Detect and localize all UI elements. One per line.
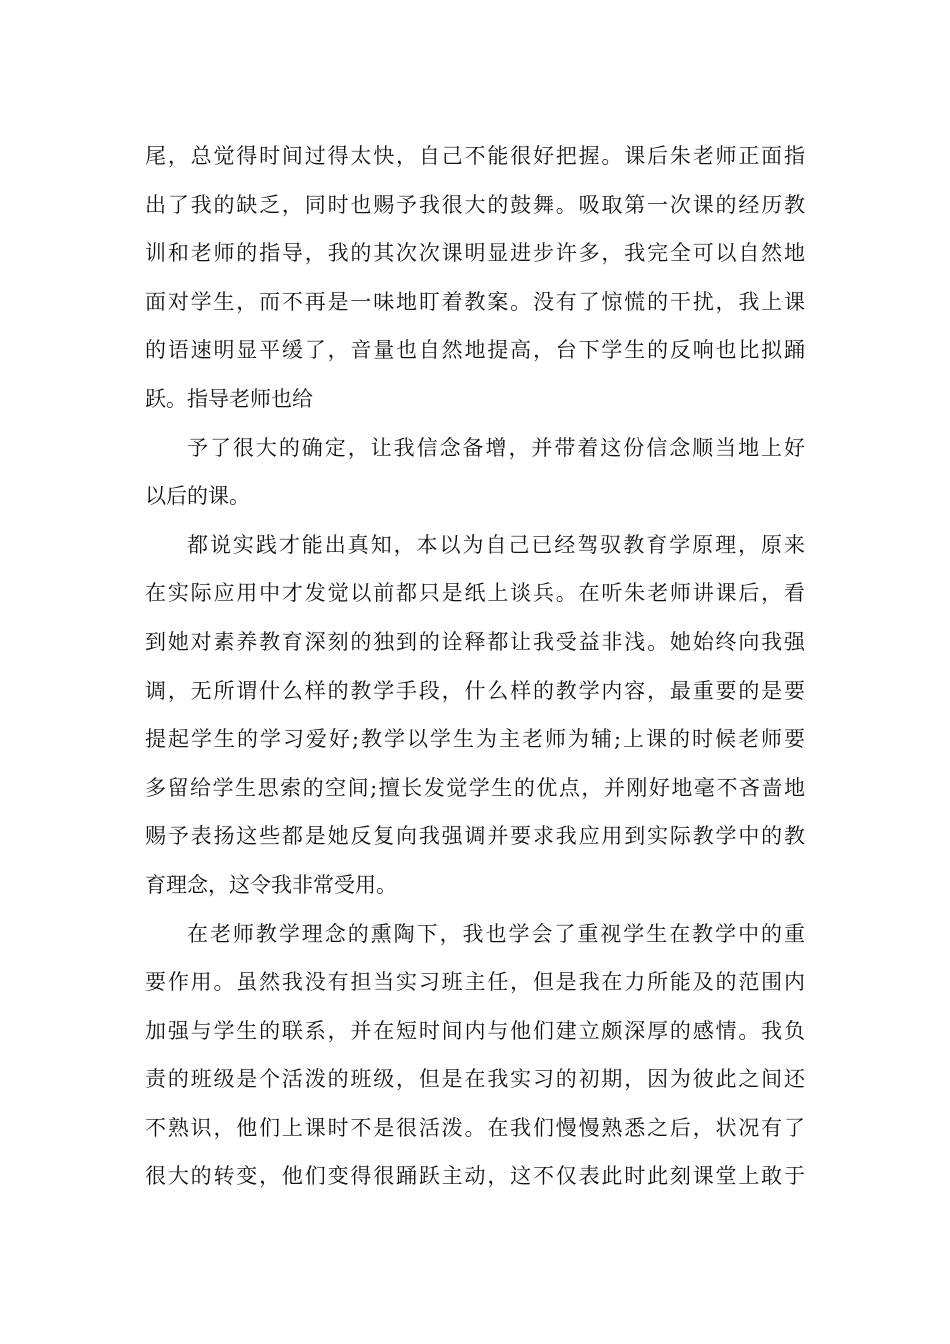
text-line: 到她对素养教育深刻的独到的诠释都让我受益非浅。她始终向我强 xyxy=(145,629,805,654)
text-line: 在实际应用中才发觉以前都只是纸上谈兵。在听朱老师讲课后，看 xyxy=(145,581,805,606)
text-line: 出了我的缺乏，同时也赐予我很大的鼓舞。吸取第一次课的经历教 xyxy=(145,192,805,217)
text-line: 调，无所谓什么样的教学手段，什么样的教学内容，最重要的是要 xyxy=(145,678,805,703)
text-line: 予了很大的确定，让我信念备增，并带着这份信念顺当地上好 xyxy=(187,435,805,460)
text-line: 以后的课。 xyxy=(145,484,250,509)
text-line: 责的班级是个活泼的班级，但是在我实习的初期，因为彼此之间还 xyxy=(145,1067,805,1092)
text-line: 的语速明显平缓了，音量也自然地提高，台下学生的反响也比拟踊 xyxy=(145,338,805,363)
text-line: 育理念，这令我非常受用。 xyxy=(145,872,397,897)
text-line: 尾，总觉得时间过得太快，自己不能很好把握。课后朱老师正面指 xyxy=(145,144,805,168)
body-text xyxy=(145,132,805,1201)
text-line: 跃。指导老师也给 xyxy=(145,386,313,411)
text-line: 很大的转变，他们变得很踊跃主动，这不仅表此时此刻课堂上敢于 xyxy=(145,1164,805,1189)
text-line: 都说实践才能出真知，本以为自己已经驾驭教育学原理，原来 xyxy=(187,532,805,557)
text-line: 在老师教学理念的熏陶下，我也学会了重视学生在教学中的重 xyxy=(187,921,805,946)
text-line: 训和老师的指导，我的其次次课明显进步许多，我完全可以自然地 xyxy=(145,241,805,266)
text-line: 多留给学生思索的空间;擅长发觉学生的优点，并刚好地毫不吝啬地 xyxy=(145,775,805,800)
text-line: 要作用。虽然我没有担当实习班主任，但是我在力所能及的范围内 xyxy=(145,970,805,995)
text-line: 面对学生，而不再是一味地盯着教案。没有了惊慌的干扰，我上课 xyxy=(145,289,805,314)
text-line: 加强与学生的联系，并在短时间内与他们建立颇深厚的感情。我负 xyxy=(145,1018,805,1043)
text-line: 提起学生的学习爱好;教学以学生为主老师为辅;上课的时候老师要 xyxy=(145,727,805,752)
text-line: 赐予表扬这些都是她反复向我强调并要求我应用到实际教学中的教 xyxy=(145,824,805,849)
text-line: 不熟识，他们上课时不是很活泼。在我们慢慢熟悉之后，状况有了 xyxy=(145,1115,805,1140)
